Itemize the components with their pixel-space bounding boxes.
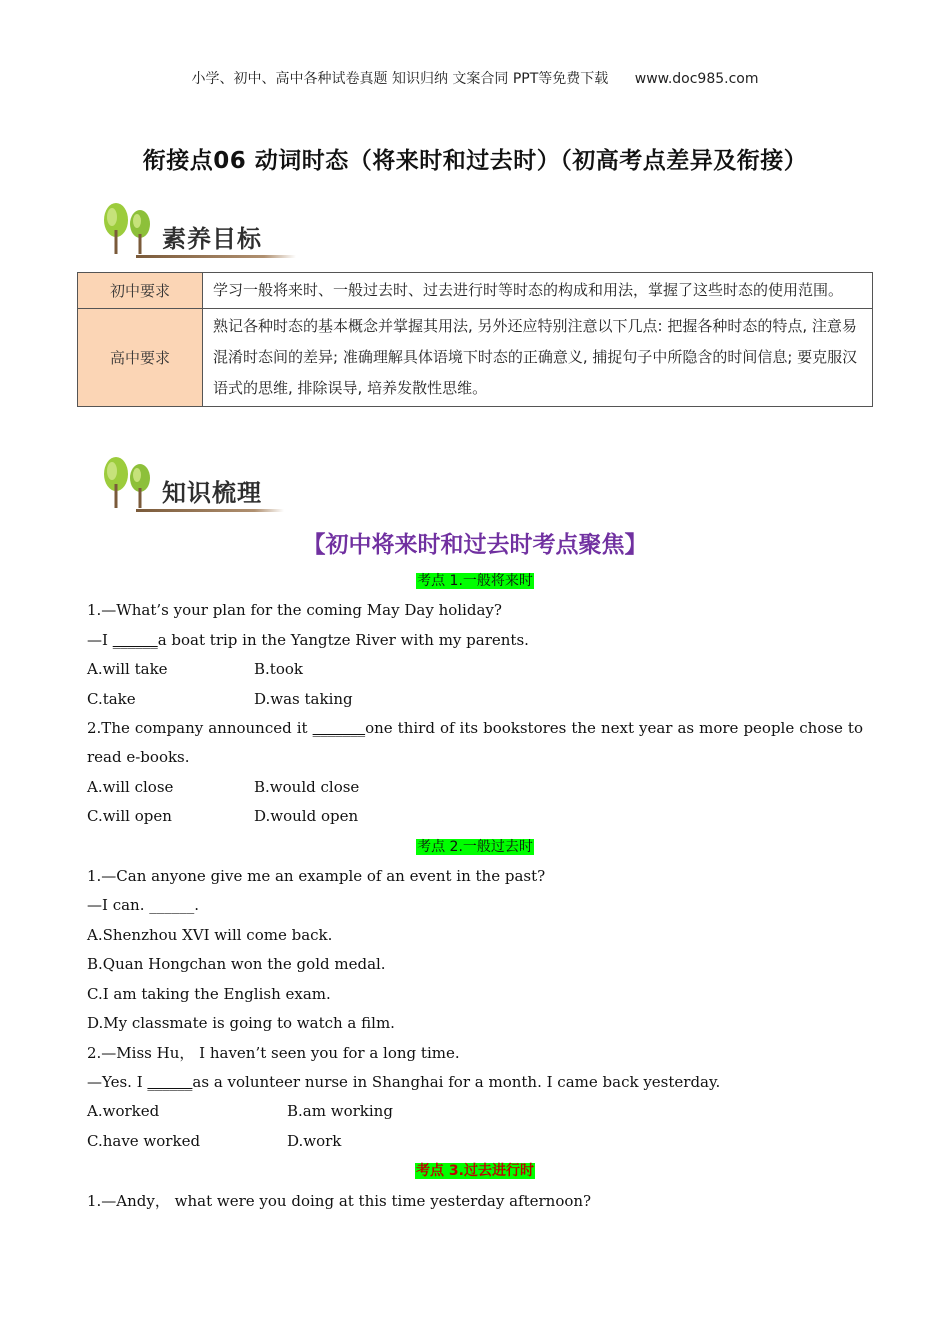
row-text: 熟记各种时态的基本概念并掌握其用法, 另外还应特别注意以下几点: 把握各种时态的特点, 注意易混淆时态间的差异; 准确理解具体语境下时态的正确意义, 捕捉句子中所隐含的时间信息; 要克服汉语式的思维, 排除误导, 培养发散性思维。 <box>203 309 873 407</box>
option: B.am working <box>287 1102 393 1121</box>
option: A.will close <box>87 777 174 796</box>
table-row <box>78 273 873 309</box>
row-label: 初中要求 <box>78 273 203 309</box>
option: A.Shenzhou XVI will come back. <box>87 925 333 944</box>
question-text: as a volunteer nurse in Shanghai for a month. I came back yesterday. <box>192 1072 721 1091</box>
tree-icon <box>96 454 158 512</box>
question-line: 1.—Can anyone give me an example of an event in the past? <box>87 867 546 886</box>
option: A.will take <box>87 660 168 679</box>
question-line: 1.—Andy， what were you doing at this time yesterday afternoon? <box>87 1191 592 1210</box>
requirements-table <box>77 272 873 407</box>
question-line: 1.—What’s your plan for the coming May Day holiday? <box>87 601 502 620</box>
table-row <box>78 309 873 407</box>
option: C.I am taking the English exam. <box>87 984 331 1003</box>
question-text: one third of its bookstores the next year as more people chose to read e-books. <box>87 719 863 767</box>
question-line <box>87 1068 863 1097</box>
question-line <box>87 714 863 773</box>
header-text: 小学、初中、高中各种试卷真题 知识归纳 文案合同 PPT等免费下载 <box>191 71 609 87</box>
answer-blank: ______ <box>112 630 158 649</box>
question-text: 2.The company announced it <box>87 719 313 738</box>
option: D.work <box>287 1131 342 1150</box>
options-row <box>87 1097 863 1126</box>
page-header <box>0 68 950 88</box>
header-site[interactable]: www.doc985.com <box>634 71 759 87</box>
answer-blank: ______ <box>147 1072 193 1091</box>
option: D.would open <box>254 807 359 826</box>
options-row <box>87 773 863 802</box>
tree-icon <box>96 200 158 258</box>
document-title: 衔接点06 动词时态（将来时和过去时）（初高考点差异及衔接） <box>142 148 808 174</box>
question-line: —I can. ______. <box>87 896 200 915</box>
answer-blank: _______ <box>312 719 366 738</box>
question-line <box>87 626 863 655</box>
option: B.took <box>254 660 303 679</box>
goals-badge <box>96 196 262 258</box>
options-row <box>87 802 863 831</box>
option: B.Quan Hongchan won the gold medal. <box>87 955 386 974</box>
row-label: 高中要求 <box>78 309 203 407</box>
badge-underline <box>136 255 296 258</box>
goals-badge-label: 素养目标 <box>162 225 262 253</box>
question-text: —Yes. I <box>87 1072 148 1091</box>
options-row <box>87 685 863 714</box>
kaodian-3-heading <box>87 1156 863 1186</box>
exercise-content <box>87 566 863 1216</box>
question-text: —I <box>87 630 113 649</box>
option: B.would close <box>254 777 360 796</box>
question-text: a boat trip in the Yangtze River with my parents. <box>157 630 529 649</box>
badge-underline <box>136 509 284 512</box>
kaodian-label: 考点 2.一般过去时 <box>417 838 533 855</box>
knowledge-badge-label: 知识梳理 <box>162 479 262 507</box>
option: C.will open <box>87 807 172 826</box>
option: D.My classmate is going to watch a film. <box>87 1014 395 1033</box>
option: C.have worked <box>87 1131 201 1150</box>
option: D.was taking <box>254 689 353 708</box>
question-line: 2.—Miss Hu， I haven’t seen you for a long time. <box>87 1043 460 1062</box>
kaodian-1-heading <box>87 566 863 596</box>
kaodian-label: 考点 1.一般将来时 <box>417 573 533 589</box>
options-row <box>87 655 863 684</box>
section-title: 【初中将来时和过去时考点聚焦】 <box>302 532 648 558</box>
knowledge-badge <box>96 450 262 512</box>
kaodian-label: 考点 3.过去进行时 <box>416 1163 534 1180</box>
row-text: 学习一般将来时、一般过去时、过去进行时等时态的构成和用法，掌握了这些时态的使用范围。 <box>203 273 873 309</box>
options-row <box>87 1127 863 1156</box>
option: A.worked <box>87 1102 160 1121</box>
kaodian-2-heading <box>87 832 863 862</box>
option: C.take <box>87 689 136 708</box>
